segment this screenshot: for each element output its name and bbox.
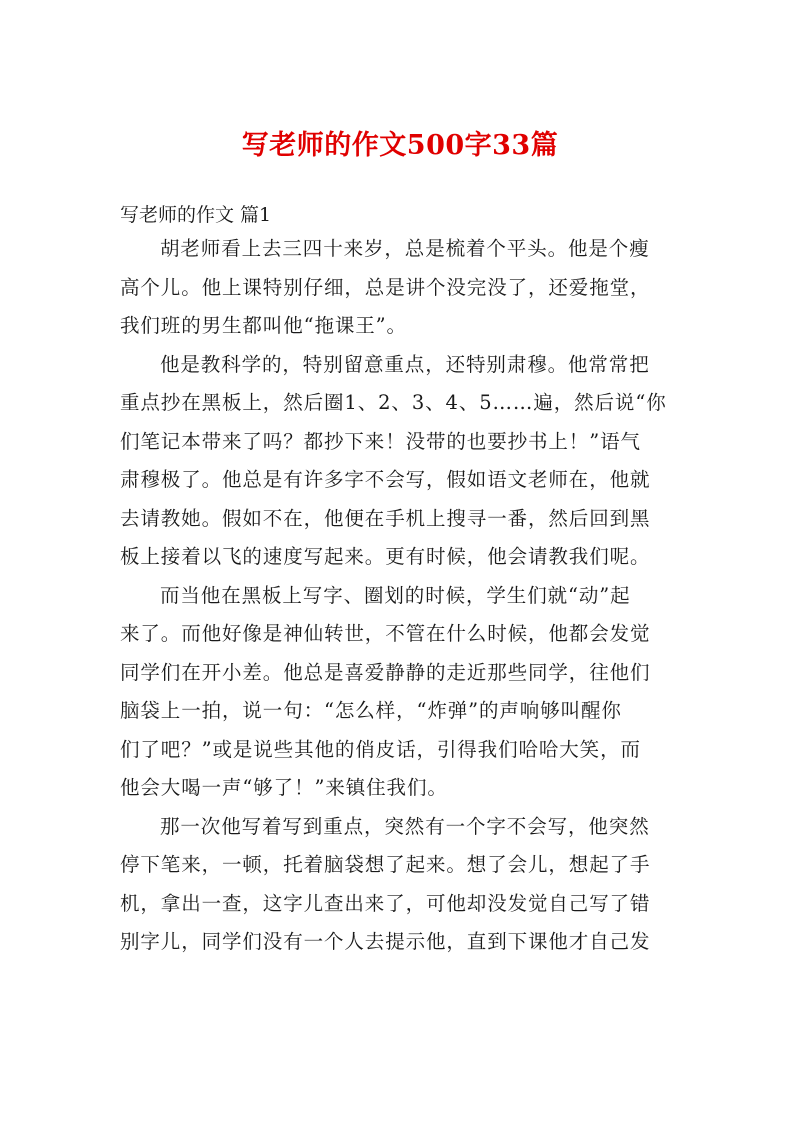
paragraph-3 xyxy=(120,577,680,808)
document-title: 写老师的作文500字33篇 xyxy=(241,130,559,161)
paragraph-line: 们了吧？”或是说些其他的俏皮话，引得我们哈哈大笑，而 xyxy=(120,737,641,761)
paragraph-line: 们笔记本带来了吗？都抄下来！没带的也要抄书上！”语气 xyxy=(120,429,641,453)
paragraph-4 xyxy=(120,808,680,962)
paragraph-line: 他会大喝一声“够了！”来镇住我们。 xyxy=(120,776,448,799)
paragraph-line: 而当他在黑板上写字、圈划的时候，学生们就“动”起 xyxy=(160,583,631,607)
paragraph-2 xyxy=(120,346,680,577)
section-heading: 写老师的作文 篇1 xyxy=(120,204,272,226)
paragraph-line: 那一次他写着写到重点，突然有一个字不会写，他突然 xyxy=(160,814,650,838)
paragraph-line: 停下笔来，一顿，托着脑袋想了起来。想了会儿，想起了手 xyxy=(120,853,651,876)
paragraph-line: 别字儿，同学们没有一个人去提示他，直到下课他才自己发 xyxy=(120,930,651,953)
paragraph-line: 我们班的男生都叫他“拖课王”。 xyxy=(120,314,407,337)
paragraph-line: 板上接着以飞的速度写起来。更有时候，他会请教我们呢。 xyxy=(120,545,651,568)
paragraph-line: 脑袋上一拍，说一句：“怎么样，“炸弹”的声响够叫醒你 xyxy=(120,699,622,722)
paragraph-line: 机，拿出一查，这字儿查出来了，可他却没发觉自己写了错 xyxy=(120,891,651,915)
paragraph-line: 来了。而他好像是神仙转世，不管在什么时候，他都会发觉 xyxy=(120,622,651,645)
paragraph-1 xyxy=(120,230,680,346)
paragraph-line: 肃穆极了。他总是有许多字不会写，假如语文老师在，他就 xyxy=(120,468,651,491)
paragraph-line: 去请教她。假如不在，他便在手机上搜寻一番，然后回到黑 xyxy=(120,506,651,530)
document-body xyxy=(120,230,680,962)
paragraph-line: 他是教科学的，特别留意重点，还特别肃穆。他常常把 xyxy=(160,352,650,376)
paragraph-line: 重点抄在黑板上，然后圈1、2、3、4、5……遍，然后说“你 xyxy=(120,391,667,414)
paragraph-line: 同学们在开小差。他总是喜爱静静的走近那些同学，往他们 xyxy=(120,660,651,684)
paragraph-line: 胡老师看上去三四十来岁，总是梳着个平头。他是个瘦 xyxy=(160,237,650,260)
paragraph-line: 高个儿。他上课特别仔细，总是讲个没完没了，还爱拖堂， xyxy=(120,275,651,299)
